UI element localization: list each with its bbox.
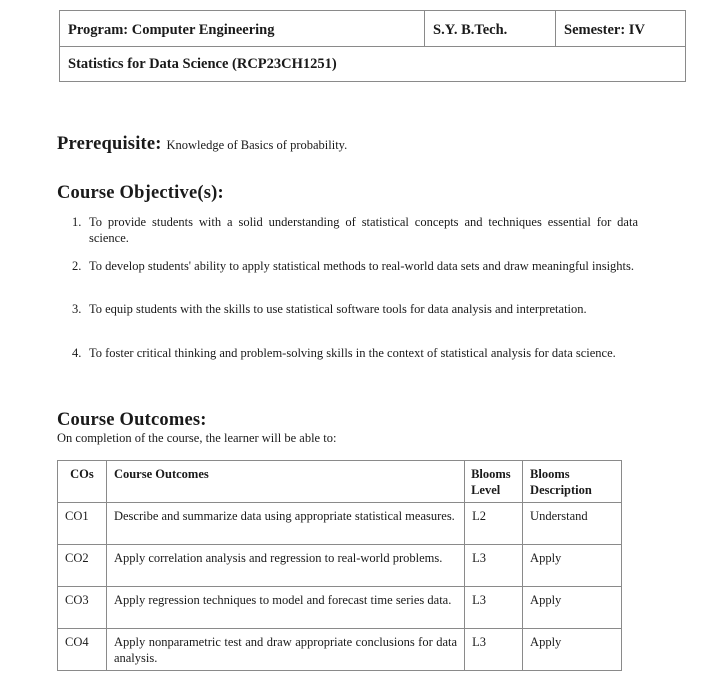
column-header-outcomes: Course Outcomes [106,461,464,503]
objective-number: 1. [72,215,82,229]
semester-cell: Semester: IV [555,11,686,46]
header-row-program [60,11,685,47]
course-header-table [59,10,686,82]
outcomes-intro: On completion of the course, the learner will be able to: [57,431,337,445]
table-row [58,629,622,671]
course-outcomes-table [57,460,622,671]
co-description: Apply [523,629,622,671]
objective-number: 4. [72,346,82,360]
objective-text: To develop students' ability to apply statistical methods to real-world data sets and draw meaningful insights. [89,259,635,273]
course-title-cell: Statistics for Data Science (RCP23CH1251) [68,56,337,72]
objective-item [72,345,638,361]
co-outcome: Apply regression techniques to model and forecast time series data. [106,587,464,629]
prerequisite-text: Knowledge of Basics of probability. [166,138,348,152]
co-level: L3 [465,545,523,587]
table-row [58,587,622,629]
prerequisite-label: Prerequisite: [57,134,162,154]
objective-text: To equip students with the skills to use statistical software tools for data analysis and interpretation. [89,302,587,316]
table-row [58,545,622,587]
column-header-blooms-description: Blooms Description [523,461,622,503]
co-id: CO1 [58,503,107,545]
year-cell: S.Y. B.Tech. [424,11,555,46]
co-description: Understand [523,503,622,545]
objective-item [72,301,638,317]
program-cell: Program: Computer Engineering [68,22,275,38]
objective-number: 3. [72,302,82,316]
column-header-cos: COs [58,461,107,503]
co-id: CO3 [58,587,107,629]
outcomes-heading: Course Outcomes: [57,410,207,430]
table-row [58,503,622,545]
co-level: L3 [465,629,523,671]
objectives-heading: Course Objective(s): [57,183,224,203]
co-level: L2 [465,503,523,545]
co-outcome: Apply nonparametric test and draw appropriate conclusions for data analysis. [106,629,464,671]
co-outcome: Apply correlation analysis and regression to real-world problems. [106,545,464,587]
co-id: CO4 [58,629,107,671]
co-level: L3 [465,587,523,629]
co-id: CO2 [58,545,107,587]
objective-number: 2. [72,259,82,273]
column-header-blooms-level: Blooms Level [465,461,523,503]
objective-item [72,214,638,246]
co-outcome: Describe and summarize data using appropriate statistical measures. [106,503,464,545]
objective-text: To provide students with a solid understanding of statistical concepts and techniques essential for data science. [89,215,638,245]
prerequisite-line [57,134,347,155]
co-description: Apply [523,587,622,629]
objective-text: To foster critical thinking and problem-solving skills in the context of statistical analysis for data science. [89,346,616,360]
table-header-row [58,461,622,503]
objective-item [72,258,638,274]
co-description: Apply [523,545,622,587]
